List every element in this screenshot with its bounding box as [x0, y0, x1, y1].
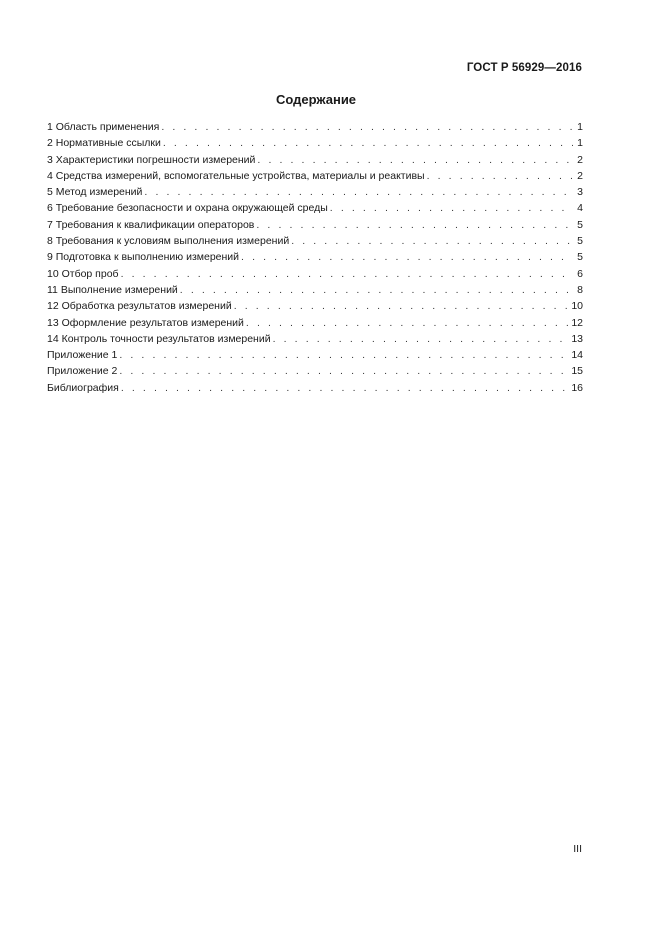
toc-entry-label: Библиография	[47, 381, 119, 394]
toc-entry-label: 7 Требования к квалификации операторов	[47, 218, 255, 231]
toc-entry-label: Приложение 2	[47, 365, 118, 378]
toc-entry-page: 12	[571, 316, 583, 329]
page-number: III	[573, 843, 582, 855]
toc-entry-label: 3 Характеристики погрешности измерений	[47, 153, 256, 166]
toc-entry-page: 2	[577, 153, 583, 166]
toc-entry[interactable]	[47, 315, 583, 331]
toc-entry-page: 4	[577, 202, 583, 215]
dot-leader	[330, 200, 573, 216]
toc-entry-label: 12 Обработка результатов измерений	[47, 300, 232, 313]
toc-entry-page: 14	[571, 349, 583, 362]
dot-leader	[163, 135, 573, 151]
dot-leader	[241, 249, 573, 265]
dot-leader	[121, 266, 573, 282]
toc-entry[interactable]	[47, 200, 583, 216]
toc-entry-page: 16	[571, 381, 583, 394]
toc-entry-page: 8	[577, 283, 583, 296]
toc-entry-page: 5	[577, 251, 583, 264]
dot-leader	[121, 380, 569, 396]
toc-entry-page: 10	[571, 300, 583, 313]
toc-entry[interactable]	[47, 363, 583, 379]
toc-entry-label: 9 Подготовка к выполнению измерений	[47, 251, 240, 264]
toc-entry-label: 11 Выполнение измерений	[47, 283, 178, 296]
dot-leader	[291, 233, 573, 249]
dot-leader	[119, 347, 569, 363]
toc-entry-label: 5 Метод измерений	[47, 186, 143, 199]
toc-entry-page: 5	[577, 218, 583, 231]
toc-entry-page: 5	[577, 235, 583, 248]
toc-entry[interactable]	[47, 217, 583, 233]
toc-entry-label: 10 Отбор проб	[47, 267, 119, 280]
toc-entry-label: 8 Требования к условиям выполнения измерений	[47, 235, 290, 248]
toc-entry[interactable]	[47, 298, 583, 314]
toc-entry[interactable]	[47, 266, 583, 282]
toc-entry[interactable]	[47, 168, 583, 184]
toc-entry-page: 1	[577, 137, 583, 150]
toc-entry-label: 6 Требование безопасности и охрана окружающей среды	[47, 202, 328, 215]
toc-entry-page: 13	[571, 332, 583, 345]
dot-leader	[256, 217, 573, 233]
document-code: ГОСТ Р 56929—2016	[466, 62, 582, 74]
toc-entry[interactable]	[47, 152, 583, 168]
table-of-contents	[47, 119, 583, 396]
dot-leader	[144, 184, 573, 200]
toc-entry-page: 1	[577, 121, 583, 133]
toc-entry-label: 13 Оформление результатов измерений	[47, 316, 244, 329]
toc-entry-label: 2 Нормативные ссылки	[47, 137, 161, 150]
toc-entry[interactable]	[47, 119, 583, 135]
toc-entry[interactable]	[47, 331, 583, 347]
toc-entry-label: 14 Контроль точности результатов измерений	[47, 332, 271, 345]
dot-leader	[273, 331, 570, 347]
toc-entry[interactable]	[47, 184, 583, 200]
dot-leader	[180, 282, 573, 298]
toc-entry[interactable]	[47, 233, 583, 249]
toc-entry-page: 6	[577, 267, 583, 280]
dot-leader	[257, 152, 573, 168]
toc-entry[interactable]	[47, 347, 583, 363]
toc-entry[interactable]	[47, 380, 583, 396]
dot-leader	[119, 363, 569, 379]
toc-entry-label: 4 Средства измерений, вспомогательные устройства, материалы и реактивы	[47, 169, 425, 182]
toc-title: Содержание	[275, 92, 357, 107]
toc-entry-page: 2	[577, 169, 583, 182]
dot-leader	[246, 315, 569, 331]
toc-entry-page: 15	[571, 365, 583, 378]
dot-leader	[161, 119, 573, 135]
toc-entry[interactable]	[47, 135, 583, 151]
dot-leader	[427, 168, 573, 184]
toc-entry[interactable]	[47, 282, 583, 298]
dot-leader	[234, 298, 570, 314]
toc-entry-label: Приложение 1	[47, 349, 118, 362]
toc-entry-label: 1 Область применения	[47, 121, 160, 133]
toc-entry-page: 3	[577, 186, 583, 199]
toc-entry[interactable]	[47, 249, 583, 265]
